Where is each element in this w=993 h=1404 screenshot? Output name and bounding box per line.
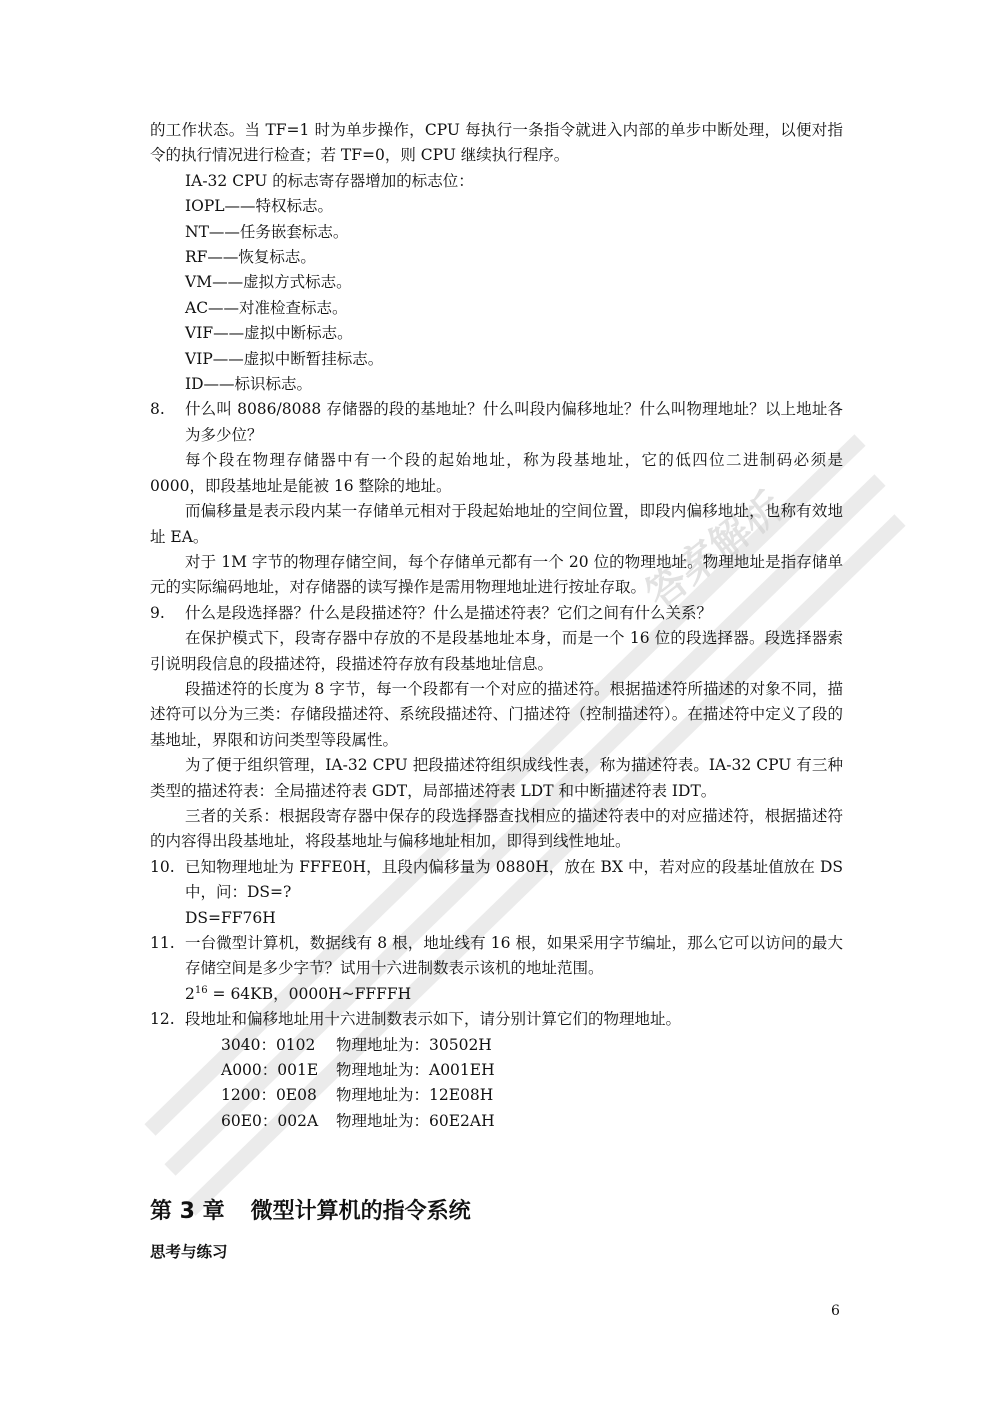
flag-vm: VM——虚拟方式标志。 — [185, 273, 352, 292]
question-text: 什么叫 8086/8088 存储器的段的基地址？什么叫段内偏移地址？什么叫物理地址？以上地址各为多少位？ — [185, 400, 843, 444]
flag-iopl: IOPL——特权标志。 — [185, 197, 334, 216]
flag-id: ID——标识标志。 — [185, 375, 313, 394]
address-row — [150, 1109, 843, 1134]
answer-paragraph: 在保护模式下，段寄存器中存放的不是段基地址本身，而是一个 16 位的段选择器。段选择器索引说明段信息的段描述符，段描述符存放有段基地址信息。 — [150, 629, 843, 673]
physical-address: 物理地址为：12E08H — [336, 1086, 494, 1105]
question-10 — [150, 855, 843, 906]
flag-nt: NT——任务嵌套标志。 — [185, 222, 349, 241]
answer-paragraph: 三者的关系：根据段寄存器中保存的段选择器查找相应的描述符表中的对应描述符，根据描述符的内容得出段基地址，将段基地址与偏移地址相加，即得到线性地址。 — [150, 806, 843, 851]
power-exponent: 16 — [194, 984, 208, 996]
answer-paragraph: DS=FF76H — [185, 908, 276, 927]
answer-paragraph: 对于 1M 字节的物理存储空间，每个存储单元都有一个 20 位的物理地址。物理地址是指存储单元的实际编码地址，对存储器的读写操作是需用物理地址进行按址存取。 — [150, 552, 843, 597]
question-12 — [150, 1007, 843, 1032]
body-text — [150, 118, 843, 1134]
answer-paragraph: 为了便于组织管理，IA-32 CPU 把段描述符组织成线性表，称为描述符表。IA-32 CPU 有三种类型的描述符表：全局描述符表 GDT，局部描述符表 LDT 和中断描述符表 IDT。 — [150, 756, 843, 800]
address-row — [150, 1058, 843, 1083]
chapter-heading — [150, 1196, 471, 1228]
answer-paragraph: 每个段在物理存储器中有一个段的起始地址，称为段基地址，它的低四位二进制码必须是 0000，即段基地址是能被 16 整除的地址。 — [150, 451, 843, 495]
flag-ac: AC——对准检查标志。 — [185, 298, 348, 317]
question-number: 9. — [150, 603, 165, 622]
physical-address: 物理地址为：60E2AH — [336, 1111, 495, 1130]
power-base: 2 — [185, 984, 195, 1003]
flag-vip: VIP——虚拟中断暂挂标志。 — [185, 349, 384, 368]
page-number: 6 — [831, 1303, 840, 1319]
question-text: 什么是段选择器？什么是段描述符？什么是描述符表？它们之间有什么关系？ — [185, 603, 713, 622]
answer-paragraph: 而偏移量是表示段内某一存储单元相对于段起始地址的空间位置，即段内偏移地址，也称有效地址 EA。 — [150, 502, 843, 546]
physical-address: 物理地址为：30502H — [336, 1035, 492, 1054]
answer-paragraph — [150, 982, 843, 1007]
answer-paragraph: 段描述符的长度为 8 字节，每一个段都有一个对应的描述符。根据描述符所描述的对象不同，描述符可以分为三类：存储段描述符、系统段描述符、门描述符（控制描述符）。在描述符中定义了段的基地址，界限和访问类型等段属性。 — [150, 679, 843, 749]
watermark-text: 答案解析 — [637, 483, 793, 618]
segment-offset: 60E0：002A — [221, 1111, 319, 1130]
question-11 — [150, 931, 843, 982]
answer-rest: = 64KB，0000H~FFFFH — [207, 984, 412, 1003]
paragraph-ia32-flags: IA-32 CPU 的标志寄存器增加的标志位： — [185, 171, 474, 190]
flag-vif: VIF——虚拟中断标志。 — [185, 324, 353, 343]
question-number: 8. — [150, 400, 165, 419]
question-9 — [150, 601, 843, 626]
chapter-title: 微型计算机的指令系统 — [250, 1199, 471, 1224]
question-text: 段地址和偏移地址用十六进制数表示如下，请分别计算它们的物理地址。 — [185, 1010, 682, 1029]
segment-offset: 1200：0E08 — [221, 1086, 317, 1105]
address-row — [150, 1083, 843, 1108]
address-row — [150, 1033, 843, 1058]
question-8 — [150, 397, 843, 448]
paragraph-tf: 的工作状态。当 TF=1 时为单步操作，CPU 每执行一条指令就进入内部的单步中断处理，以便对指令的执行情况进行检查；若 TF=0，则 CPU 继续执行程序。 — [150, 121, 843, 165]
section-heading: 思考与练习 — [150, 1243, 228, 1261]
segment-offset: A000：001E — [221, 1061, 319, 1080]
question-number: 10. — [150, 857, 175, 876]
question-number: 12. — [150, 1010, 175, 1029]
question-text: 一台微型计算机，数据线有 8 根，地址线有 16 根，如果采用字节编址，那么它可以访问的最大存储空间是多少字节？试用十六进制数表示该机的地址范围。 — [185, 934, 843, 978]
question-number: 11. — [150, 934, 175, 952]
question-text: 已知物理地址为 FFFE0H，且段内偏移量为 0880H，放在 BX 中，若对应的段基址值放在 DS 中，问：DS=? — [185, 857, 843, 902]
segment-offset: 3040：0102 — [221, 1035, 316, 1054]
physical-address: 物理地址为：A001EH — [336, 1061, 495, 1080]
flag-rf: RF——恢复标志。 — [185, 248, 316, 267]
chapter-number: 第 3 章 — [150, 1199, 225, 1224]
